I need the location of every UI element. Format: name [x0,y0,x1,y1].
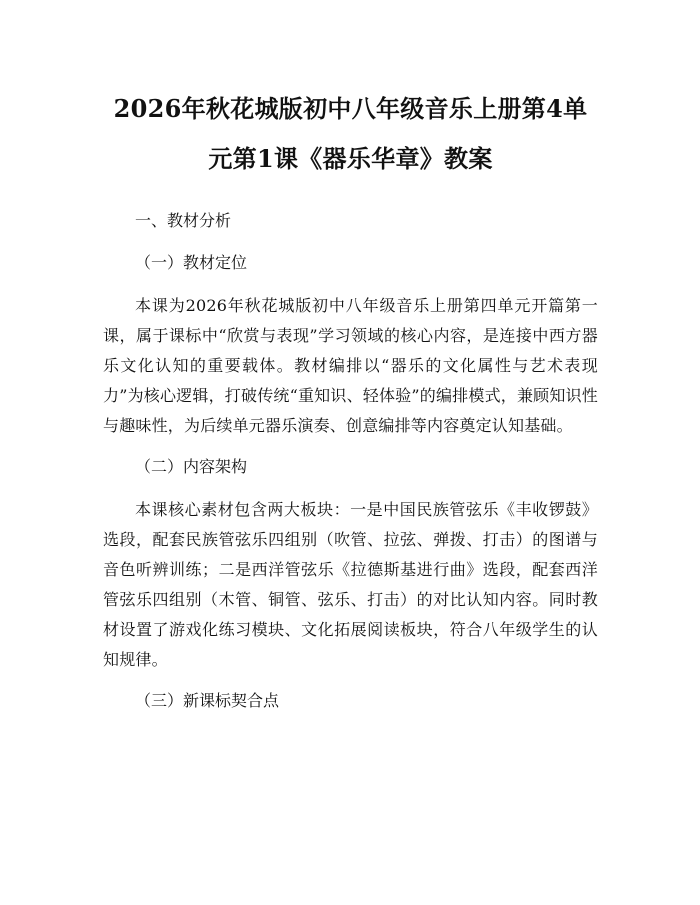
subsection-heading-curriculum-standard: （三）新课标契合点 [135,691,280,710]
subsection-heading-positioning: （一）教材定位 [135,253,248,272]
paragraph-positioning: 本课为2026年秋花城版初中八年级音乐上册第四单元开篇第一课，属于课标中“欣赏与表现”学习领域的核心内容，是连接中西方器乐文化认知的重要载体。教材编排以“器乐的文化属性与艺术表现力”为核心逻辑，打破传统“重知识、轻体验”的编排模式，兼顾知识性与趣味性，为后续单元器乐演奏、创意编排等内容奠定认知基础。 [103,296,598,435]
document-title: 2026年秋花城版初中八年级音乐上册第4单元第1课《器乐华章》教案 [113,94,588,173]
subsection-heading-content-structure: （二）内容架构 [135,457,248,476]
section-heading-textbook-analysis: 一、教材分析 [135,211,232,230]
paragraph-content-structure: 本课核心素材包含两大板块：一是中国民族管弦乐《丰收锣鼓》选段，配套民族管弦乐四组别（吹管、拉弦、弹拨、打击）的图谱与音色听辨训练；二是西洋管弦乐《拉德斯基进行曲》选段，配套西洋管弦乐四组别（木管、铜管、弦乐、打击）的对比认知内容。同时教材设置了游戏化练习模块、文化拓展阅读板块，符合八年级学生的认知规律。 [103,500,598,669]
